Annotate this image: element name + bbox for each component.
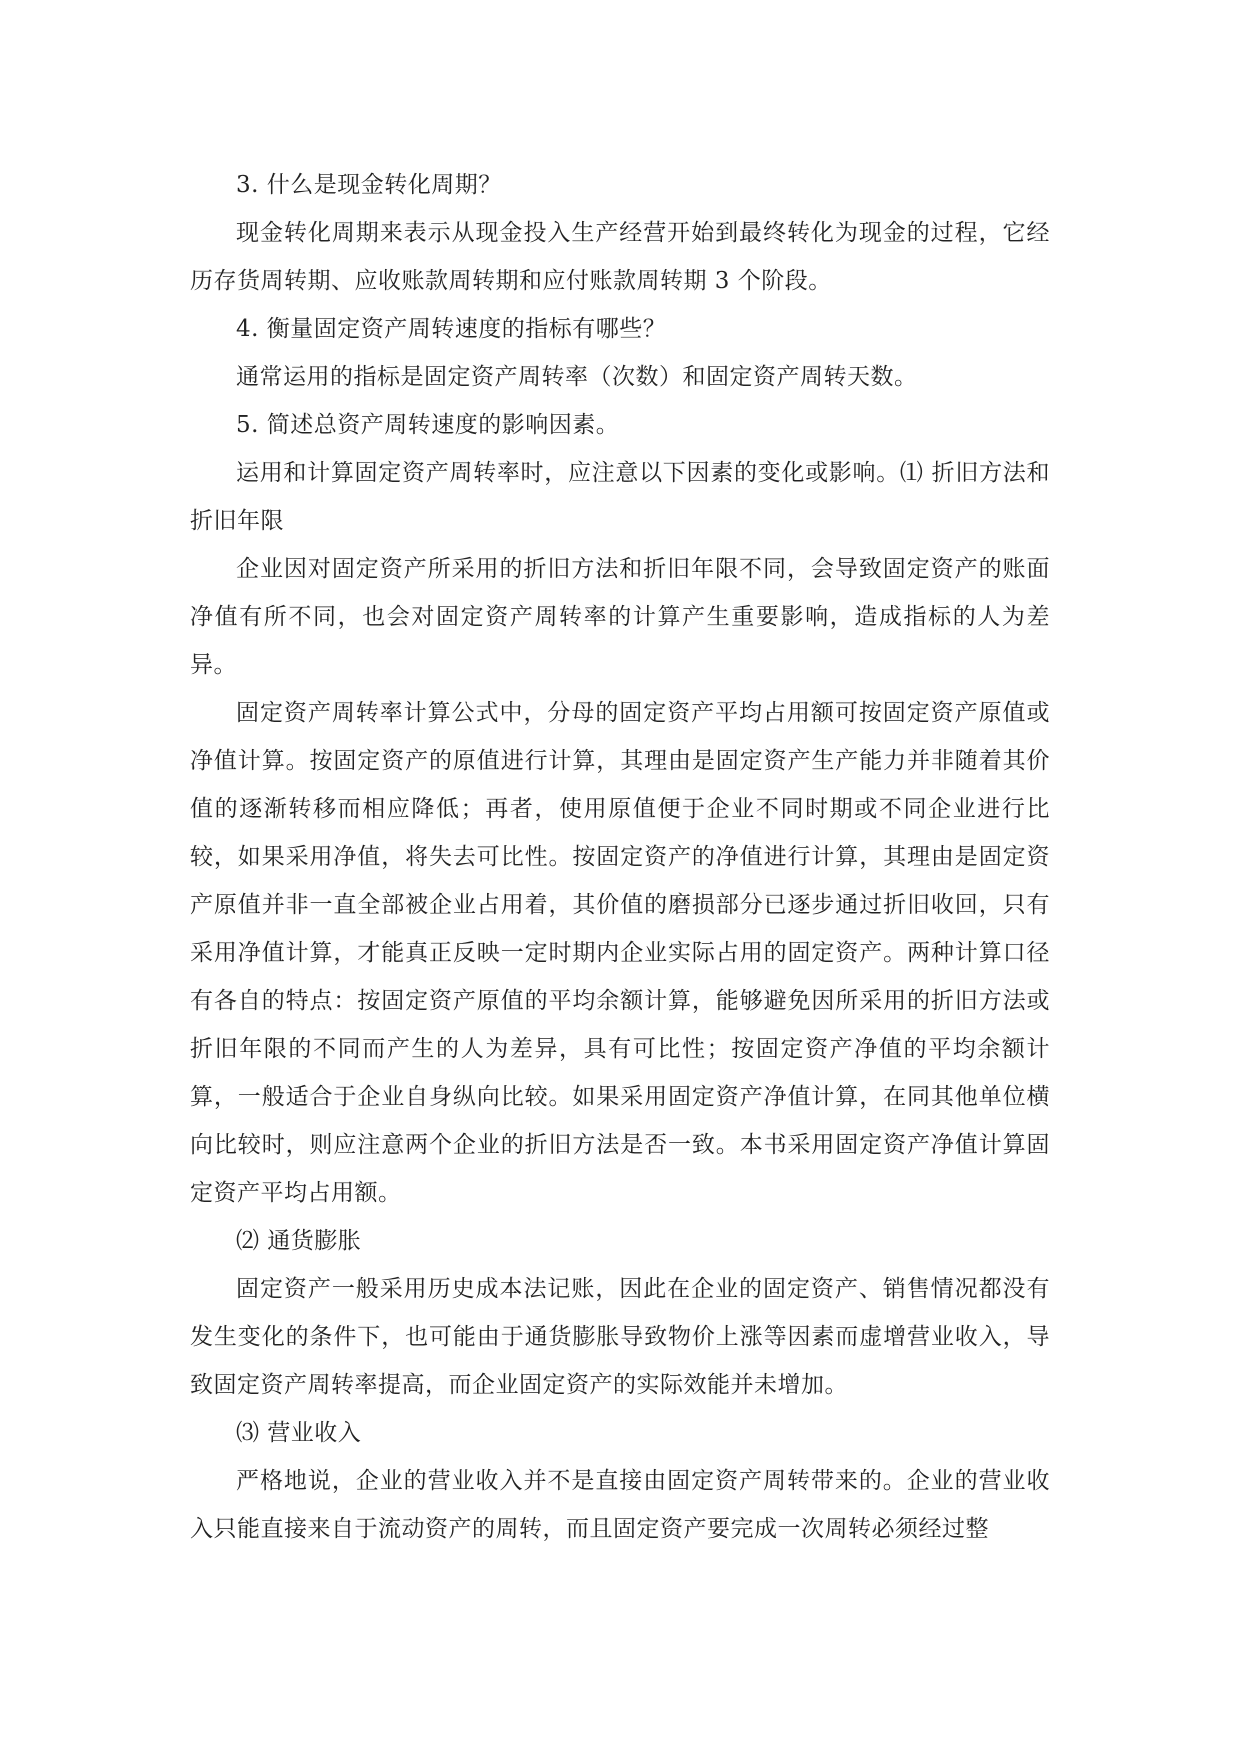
answer-5-intro-paragraph: 运用和计算固定资产周转率时，应注意以下因素的变化或影响。⑴ 折旧方法和折旧年限 — [190, 460, 1050, 534]
inflation-paragraph: 固定资产一般采用历史成本法记账，因此在企业的固定资产、销售情况都没有发生变化的条件下，也可能由于通货膨胀导致物价上涨等因素而虚增营业收入，导致固定资产周转率提高，而企业固定资产的实际效能并未增加。 — [190, 1276, 1050, 1398]
answer-3-paragraph: 现金转化周期来表示从现金投入生产经营开始到最终转化为现金的过程，它经历存货周转期、应收账款周转期和应付账款周转期 3 个阶段。 — [190, 220, 1050, 294]
question-5-heading: 5. 简述总资产周转速度的影响因素。 — [236, 412, 620, 438]
question-4-heading: 4. 衡量固定资产周转速度的指标有哪些？ — [236, 316, 667, 342]
revenue-heading: ⑶ 营业收入 — [236, 1420, 362, 1446]
question-3-heading: 3. 什么是现金转化周期？ — [236, 172, 502, 198]
revenue-paragraph: 严格地说，企业的营业收入并不是直接由固定资产周转带来的。企业的营业收入只能直接来自于流动资产的周转，而且固定资产要完成一次周转必须经过整 — [190, 1468, 1050, 1542]
depreciation-paragraph: 企业因对固定资产所采用的折旧方法和折旧年限不同，会导致固定资产的账面净值有所不同，也会对固定资产周转率的计算产生重要影响，造成指标的人为差异。 — [190, 556, 1050, 678]
document-body — [190, 161, 1050, 1553]
calculation-basis-paragraph: 固定资产周转率计算公式中，分母的固定资产平均占用额可按固定资产原值或净值计算。按固定资产的原值进行计算，其理由是固定资产生产能力并非随着其价值的逐渐转移而相应降低；再者，使用原值便于企业不同时期或不同企业进行比较，如果采用净值，将失去可比性。按固定资产的净值进行计算，其理由是固定资产原值并非一直全部被企业占用着，其价值的磨损部分已逐步通过折旧收回，只有采用净值计算，才能真正反映一定时期内企业实际占用的固定资产。两种计算口径有各自的特点：按固定资产原值的平均余额计算，能够避免因所采用的折旧方法或折旧年限的不同而产生的人为差异，具有可比性；按固定资产净值的平均余额计算，一般适合于企业自身纵向比较。如果采用固定资产净值计算，在同其他单位横向比较时，则应注意两个企业的折旧方法是否一致。本书采用固定资产净值计算固定资产平均占用额。 — [190, 700, 1050, 1206]
answer-4-paragraph: 通常运用的指标是固定资产周转率（次数）和固定资产周转天数。 — [236, 364, 918, 390]
inflation-heading: ⑵ 通货膨胀 — [236, 1228, 362, 1254]
